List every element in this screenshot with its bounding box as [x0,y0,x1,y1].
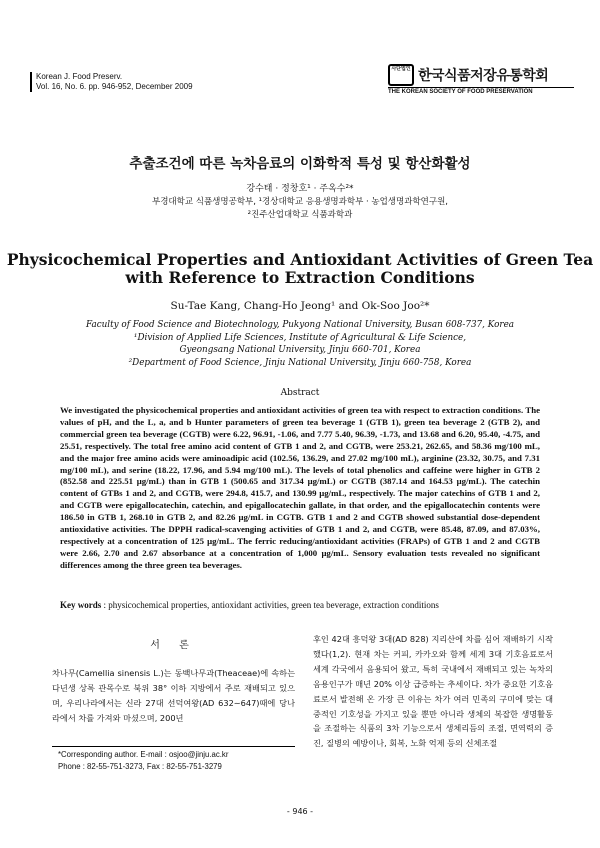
logo-korean: 한국식품저장유통학회 [418,68,549,84]
keywords-label: Key words [60,600,102,610]
english-title-line: Physicochemical Properties and Antioxidant Activities of Green Tea [6,250,594,269]
journal-citation [30,72,193,92]
footnote-phone: Phone : 82-55-751-3273, Fax : 82-55-751-3279 [58,762,222,771]
affiliation-line: ²Department of Food Science, Jinju National University, Jinju 660-758, Korea [128,357,472,368]
corresponding-footnote [52,746,295,773]
korean-title: 추출조건에 따른 녹차음료의 이화학적 특성 및 항산화활성 [129,156,471,172]
keywords-separator: : [101,600,109,610]
abstract-heading: Abstract [280,388,320,398]
page-number: - 946 - [286,807,314,816]
logo-mark: 사단법인 [388,64,414,86]
korean-affiliation-line: ²진주산업대학교 식품과학과 [247,210,353,220]
section-heading-introduction: 서 론 [150,640,197,651]
journal-volume: Vol. 16, No. 6. pp. 946-952, December 2009 [36,82,193,91]
keywords [60,600,560,610]
korean-affiliation-line: 부경대학교 식품생명공학부, ¹경상대학교 응용생명과학부 · 농업생명과학연구원, [152,197,448,207]
english-authors: Su-Tae Kang, Chang-Ho Jeong¹ and Ok-Soo Joo²* [170,300,430,312]
english-affiliations [0,319,600,369]
korean-affiliations [0,196,600,222]
body-column-left: 차나무(Camellia sinensis L.)는 동백나무과(Theaceae)에 속하는 다년생 상록 관목수로 북위 38° 이하 지방에서 주로 재배되고 있으며, 우리나라에서는 신라 27대 선덕여왕(AD 632∼647)때에 당나라에서 차를 가져와 마셨으며, 200년 [52,668,295,723]
affiliation-line: Faculty of Food Science and Biotechnology, Pukyong National University, Busan 608-737, Korea [85,320,515,330]
footnote-email: *Corresponding author. E-mail : osjoo@jinju.ac.kr [58,750,229,759]
english-title [0,251,600,287]
keywords-list: physicochemical properties, antioxidant activities, green tea beverage, extraction conditions [108,600,439,610]
english-title-line: with Reference to Extraction Conditions [125,268,475,287]
affiliation-line: Gyeongsang National University, Jinju 660-701, Korea [179,345,421,355]
affiliation-line: ¹Division of Applied Life Sciences, Institute of Agricultural & Life Science, [133,332,467,343]
society-logo [388,64,574,95]
korean-authors: 강수태 · 정창호¹ · 주옥수²* [246,184,354,194]
body-column-right: 후인 42대 흥덕왕 3대(AD 828) 지리산에 차를 심어 재배하기 시작했다(1,2). 현재 차는 커피, 카카오와 함께 세계 3대 기호음료로서 세계 각국에서 음용되어 왔고, 특히 국내에서 재배되고 있는 녹차의 음용인구가 매년 20% 이상 급증하는 추세이다. 차가 중요한 기호음료로서 발전해 온 가장 큰 이유는 차가 여러 민족의 구미에 맞는 대중적인 기호성을 가지고 있을 뿐만 아니라 생체의 복잡한 생명활동을 조절하는 식품의 3차 기능으로서 생체리듬의 조절, 면역력의 증진, 질병의 예방이나, 회복, 노화 억제 등의 신체조절 [313,634,553,749]
abstract-text: We investigated the physicochemical properties and antioxidant activities of green tea with respect to extraction conditions. The values of pH, and the L, a, and b Hunter parameters of green tea beverage 1 (GTB 1), green tea beverage 2 (GTB 2), and commercial green tea beverage (CGTB) were 6.22, 96.91, -1.06, and 7.77 5.40, 96.39, -1.73, and 13.68 and 6.20, 95.40, -4.75, and 25.51, respectively. The total free amino acid content of GTB 1 and 2, and CGTB, were 253.21, 262.65, and 58.36 mg/100 mL, and the major free amino acids were aminoadipic acid (102.56, 136.29, and 27.02 mg/100 mL), arginine (23.32, 30.75, and 7.31 mg/100 mL), and serine (18.22, 17.96, and 5.94 mg/100 mL). The levels of total phenolics and caffeine were higher in GTB 2 (852.58 and 225.51 μg/mL) than in GTB 1 (500.65 and 317.34 μg/mL) or CGTB (387.14 and 164.53 μg/mL). The catechin content of GTBs 1 and 2, and CGTB, were 294.8, 415.7, and 130.99 μg/mL, respectively. The major catechins of GTB 1 and 2, and CGTB were epigallocatechin, catechin, and epigallocatechin gallate, in that order, and the epigallocatechin contents were 186.50 in GTB 1, 268.10 in GTB 2, and 82.26 μg/mL in CGTB. GTB 1 and 2 and CGTB showed substantial dose-dependent antioxidative activities. The DPPH radical-scavenging activities of GTB 1 and 2, and CGTB, were 85.48, 87.09, and 87.03%, respectively at a concentration of 125 μg/mL. The ferric reducing/antioxidant activities (FRAPs) of GTB 1 and 2 and CGTB were 2.66, 2.70 and 2.67 absorbance at a concentration of 1,000 μg/mL. Sensory evaluation tests revealed no significant differences among the three green tea beverages. [60,405,540,570]
journal-name: Korean J. Food Preserv. [36,72,123,81]
logo-english: THE KOREAN SOCIETY OF FOOD PRESERVATION [388,87,574,95]
